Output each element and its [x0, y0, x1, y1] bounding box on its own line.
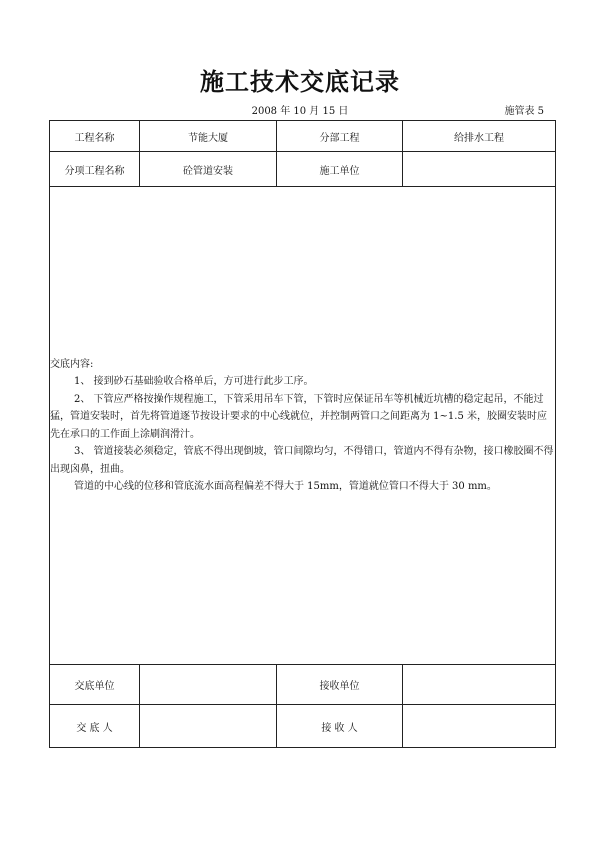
- division-label: 分部工程: [277, 121, 403, 152]
- receiver-person-value: [403, 705, 556, 748]
- form-number: 施管表 5: [504, 106, 544, 117]
- project-row: [50, 121, 556, 152]
- unit-row: [50, 665, 556, 705]
- giver-unit-label: 交底单位: [50, 665, 140, 705]
- division-value: 给排水工程: [403, 121, 556, 152]
- disclosure-content: [50, 187, 556, 665]
- subitem-label: 分项工程名称: [50, 152, 140, 187]
- content-paragraph-2: 2、 下管应严格按操作规程施工，下管采用吊车下管，下管时应保证吊车等机械近坑槽的稳定起吊，不能过猛，管道安装时，首先将管道逐节按设计要求的中心线就位，并控制两管口之间距离为 1~1.5 米，胶圈安装时应先在承口的工作面上涂刷润滑汁。: [50, 393, 548, 440]
- content-paragraph-1: 1、 接到砂石基础验收合格单后，方可进行此步工序。: [74, 376, 314, 387]
- content-heading: 交底内容:: [50, 358, 94, 370]
- content-paragraph-3: 3、 管道接装必须稳定，管底不得出现倒坡，管口间隙均匀，不得错口，管道内不得有杂物，接口橡胶圈不得出现囟鼻，扭曲。: [50, 446, 554, 475]
- project-name-value: 节能大厦: [140, 121, 277, 152]
- project-name-label: 工程名称: [50, 121, 140, 152]
- contractor-value: [403, 152, 556, 187]
- giver-person-label: 交 底 人: [50, 705, 140, 748]
- contractor-label: 施工单位: [277, 152, 403, 187]
- person-row: [50, 705, 556, 748]
- content-paragraph-4: 管道的中心线的位移和管底流水面高程偏差不得大于 15mm，管道就位管口不得大于 30 mm。: [74, 481, 497, 492]
- giver-person-value: [140, 705, 277, 748]
- receiver-unit-value: [403, 665, 556, 705]
- content-row: [50, 187, 556, 665]
- record-form: [49, 120, 556, 748]
- giver-unit-value: [140, 665, 277, 705]
- subitem-row: [50, 152, 556, 187]
- subitem-value: 砼管道安装: [140, 152, 277, 187]
- receiver-person-label: 接 收 人: [277, 705, 403, 748]
- page-title: 施工技术交底记录: [200, 68, 400, 96]
- record-date: 2008 年 10 月 15 日: [251, 106, 349, 117]
- receiver-unit-label: 接收单位: [277, 665, 403, 705]
